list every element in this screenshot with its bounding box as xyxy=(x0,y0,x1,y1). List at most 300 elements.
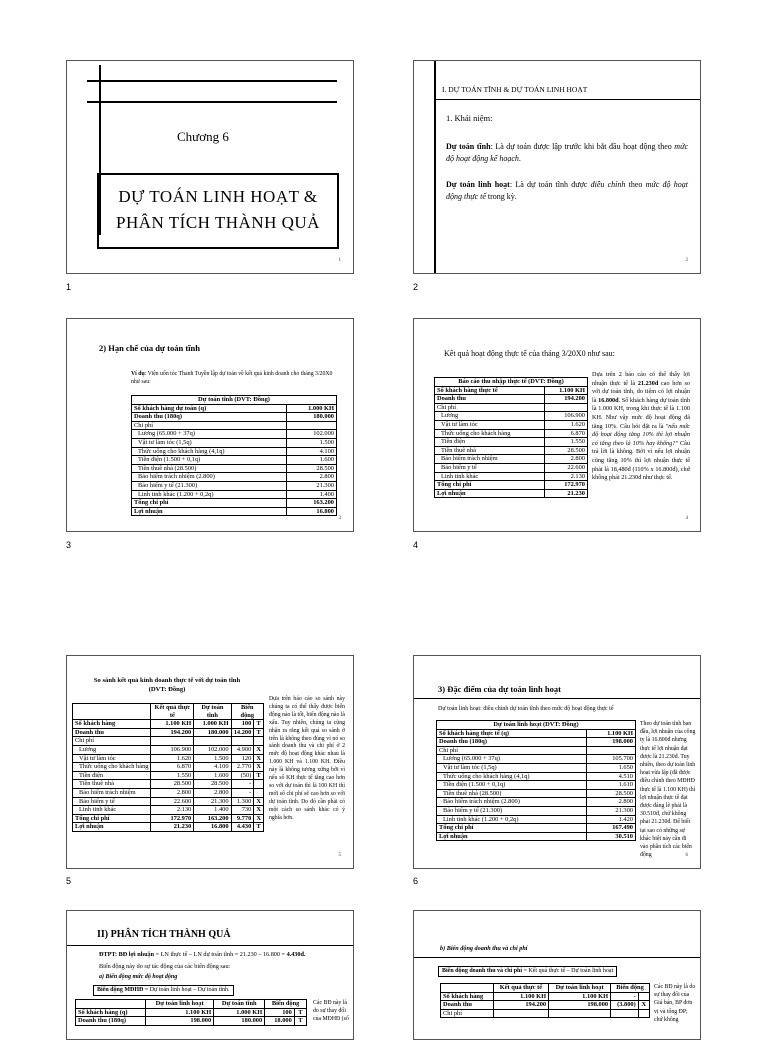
slide-6 xyxy=(413,655,701,869)
page-number: 3 xyxy=(66,540,72,550)
row-label: Linh tinh khác xyxy=(73,806,151,815)
variance-flag: X xyxy=(638,1001,649,1010)
column-header xyxy=(73,704,151,720)
column-header: Dự toán tĩnh xyxy=(194,704,231,720)
row-label: Thức uống cho khách hàng xyxy=(435,429,545,438)
comparison-table xyxy=(72,703,264,832)
variance-flag: T xyxy=(254,728,264,737)
cell-value: 22.600 xyxy=(151,797,194,806)
row-label: Bảo hiểm y tế xyxy=(435,463,545,472)
page-number: 1 xyxy=(66,282,72,292)
emphasis: điều chỉnh xyxy=(590,180,626,189)
definition-static xyxy=(446,141,688,165)
table-row xyxy=(73,806,264,815)
activity-variance-table xyxy=(75,999,307,1026)
row-value: 21.230 xyxy=(544,489,587,498)
text: cao hơn so với dự toán tĩnh, do tiệm có lợi nhuận là xyxy=(592,379,690,404)
variance-value: 4.900 xyxy=(231,745,254,754)
analysis-text: Các BĐ này là do sự thay đổi của Giá bán, BP đơn vị và tổng ĐP; chứ không xyxy=(654,984,696,1023)
row-label: Số khách hàng dự toán (q) xyxy=(132,404,287,413)
decor-vline xyxy=(434,61,436,274)
table-row xyxy=(76,1008,307,1017)
variance-value: 14.200 xyxy=(231,728,254,737)
table-row xyxy=(435,463,588,472)
row-value: 1.610 xyxy=(587,781,636,790)
text: 4.430đ. xyxy=(286,951,306,958)
variance-value: (50) xyxy=(231,771,254,780)
row-value: 1.550 xyxy=(544,438,587,447)
row-value: 194.200 xyxy=(544,395,587,404)
slide-number: 4 xyxy=(685,516,688,521)
row-label: Bảo hiểm y tế (21.300) xyxy=(437,806,587,815)
decor-line xyxy=(414,698,701,699)
slide-7 xyxy=(66,910,354,1040)
variance-flag: X xyxy=(254,763,264,772)
cell-value xyxy=(549,1009,611,1018)
row-value: 1.600 xyxy=(286,456,336,465)
row-label: Số khách hàng xyxy=(73,720,151,729)
revenue-cost-variance-table xyxy=(440,983,650,1018)
table-row xyxy=(437,763,636,772)
cell-value: 6.870 xyxy=(151,763,194,772)
row-label: Thức uống cho khách hàng xyxy=(73,763,151,772)
variance-flag xyxy=(254,788,264,797)
cell-value: 28.500 xyxy=(194,780,231,789)
row-value: 1.650 xyxy=(587,763,636,772)
subheading: 1. Khái niệm: xyxy=(446,113,493,123)
slide-title xyxy=(67,676,267,694)
row-value: 2.800 xyxy=(544,455,587,464)
row-value: 4.510 xyxy=(587,772,636,781)
title-line-2: (DVT: Đồng) xyxy=(148,686,186,693)
table-title: Dự toán linh hoạt (DVT: Đồng) xyxy=(437,721,636,730)
analysis-text: Theo dự toán tĩnh ban đầu, lợi nhuận của công ty là 16.800đ nhưng thực tế lợi nhuận đạt được là 21.230đ. Tuy nhiên, theo dự toán linh hoạt vừa lập (đã được điều chỉnh theo MĐHĐ thực tế là 1.100 KH) thì lợi nhuận thực tế đạt được đáng lẽ phải là 30.510đ, chứ không phải 21.230đ. Để biết tại sao có những sự khác biệt này cần đi vào phân tích các biến động xyxy=(640,721,696,859)
example-label: Ví dụ xyxy=(131,371,145,377)
text: : Viện uốn tóc Thanh Tuyền lập dự toán về kết quả kinh doanh cho tháng 3/20X0 như sau: xyxy=(131,371,333,385)
text: : Là dự toán được lập trước khi bắt đầu hoạt động theo xyxy=(490,142,675,151)
row-value: 106.900 xyxy=(544,412,587,421)
row-label: Tổng chi phí xyxy=(132,499,287,508)
row-label: Lợi nhuận xyxy=(437,832,587,841)
row-label: Doanh thu (180q) xyxy=(76,1017,146,1026)
cell-value: 198.000 xyxy=(146,1017,214,1026)
row-value: 28.500 xyxy=(587,789,636,798)
text: 16.800đ xyxy=(598,396,619,404)
text: : Là dự toán tĩnh được xyxy=(509,180,591,189)
cell-value: 1.500 xyxy=(194,754,231,763)
table-row xyxy=(435,420,588,429)
row-label: Lương xyxy=(73,745,151,754)
variance-value: 100 xyxy=(231,720,254,729)
section-header: I. DỰ TOÁN TĨNH & DỰ TOÁN LINH HOẠT xyxy=(442,85,588,94)
column-header: Kết quả thực tế xyxy=(493,984,548,993)
row-label: Tổng chi phí xyxy=(437,824,587,833)
row-label: Tiền thuê nhà xyxy=(435,446,545,455)
table-row xyxy=(437,789,636,798)
variance-flag: T xyxy=(254,823,264,832)
cell-value: 1.000 KH xyxy=(214,1008,265,1017)
row-value: 163.200 xyxy=(286,499,336,508)
page-number: 4 xyxy=(413,540,419,550)
table-row xyxy=(73,763,264,772)
cell-value: 2.130 xyxy=(151,806,194,815)
text: Dựa trên 2 báo cáo có thể thấy lợi nhuận thực tế là xyxy=(592,371,690,387)
row-label: Tiền điện xyxy=(73,771,151,780)
variance-value: (3.800) xyxy=(611,1001,639,1010)
table-title: Dự toán tĩnh (DVT: Đồng) xyxy=(132,396,337,405)
row-label: Chi phí xyxy=(435,403,545,412)
analysis-text: Dựa trên báo cáo so sánh này chúng ta có thể thấy được biến động nào là tốt, biến động nào là xấu. Tuy nhiên, chúng ta cũng nhận ra rằng kết quả so sánh ở trên là không theo đúng vì nó so sánh doanh thu và chi phí ở 2 mức độ hoạt động khác nhau là 1.000 KH và 1.100 KH. Điều này là không tương xứng bởi vì nếu số KH thực tế tăng cao hơn so với dự toán thì là 100 KH thì mới số chi phí sẽ cao hơn so với dự toán tĩnh. Do đó cần phải có một cách so sánh khác có ý nghĩa hơn. xyxy=(269,696,345,821)
slide-5 xyxy=(66,655,354,869)
table-row xyxy=(132,438,337,447)
cell-value: 1.620 xyxy=(151,754,194,763)
row-label: Lương (65.000 + 37q) xyxy=(132,430,287,439)
row-label: Doanh thu xyxy=(73,728,151,737)
row-value: 16.800 xyxy=(286,507,336,516)
variance-flag xyxy=(638,1009,649,1018)
cell-value xyxy=(194,737,231,746)
table-row xyxy=(73,771,264,780)
slide-heading: 2) Hạn chế của dự toán tĩnh xyxy=(99,343,200,353)
subheading: a) Biến động mức độ hoạt động xyxy=(99,974,178,980)
variance-flag: T xyxy=(254,771,264,780)
row-label: Tổng chi phí xyxy=(435,481,545,490)
slide-heading: Kết quả hoạt động thực tế của tháng 3/20X0 như sau: xyxy=(444,349,615,358)
cell-value: 1.600 xyxy=(194,771,231,780)
cell-value: 194.200 xyxy=(151,728,194,737)
row-label: Lợi nhuận xyxy=(435,489,545,498)
row-label: Linh tinh khác (1.200 + 0,2q) xyxy=(437,815,587,824)
slide-heading: b) Biến động doanh thu và chi phí xyxy=(440,945,528,952)
variance-flag: T xyxy=(254,720,264,729)
cell-value: 106.900 xyxy=(151,745,194,754)
term: Dự toán linh hoạt xyxy=(446,180,510,189)
column-header xyxy=(441,984,494,993)
variance-value: - xyxy=(231,788,254,797)
static-budget-table xyxy=(131,395,337,516)
table-row xyxy=(132,481,337,490)
table-row xyxy=(435,472,588,481)
text: 21.230đ xyxy=(637,379,659,387)
row-label: Tiền điện xyxy=(435,438,545,447)
table-row xyxy=(435,429,588,438)
table-row xyxy=(437,729,636,738)
table-row xyxy=(132,447,337,456)
row-value: 21.300 xyxy=(587,806,636,815)
table-row xyxy=(132,421,337,430)
row-value: 198.000 xyxy=(587,738,636,747)
slide-number: 3 xyxy=(338,516,341,521)
cell-value: 21.300 xyxy=(194,797,231,806)
analysis-text xyxy=(592,371,690,483)
row-label: Lợi nhuận xyxy=(73,823,151,832)
cell-value: 21.230 xyxy=(151,823,194,832)
row-value: 1.400 xyxy=(286,490,336,499)
row-value: 28.500 xyxy=(286,464,336,473)
row-value: 1.500 xyxy=(286,438,336,447)
row-label: Lương xyxy=(435,412,545,421)
table-row xyxy=(437,806,636,815)
row-value: 22.600 xyxy=(544,463,587,472)
row-value: 1.000 KH xyxy=(286,404,336,413)
row-label: Bảo hiểm y tế (21.300) xyxy=(132,481,287,490)
table-row xyxy=(437,815,636,824)
cell-value: 194.200 xyxy=(493,1001,548,1010)
title-line-2: PHÂN TÍCH THÀNH QUẢ xyxy=(116,213,320,232)
row-label: Linh tinh khác xyxy=(435,472,545,481)
table-row xyxy=(435,446,588,455)
table-row xyxy=(132,413,337,422)
table-row xyxy=(132,499,337,508)
chapter-label: Chương 6 xyxy=(177,129,229,144)
profit-variance-line xyxy=(99,951,305,958)
intro-text: Dự toán linh hoạt: điều chỉnh dự toán tĩnh theo mức độ hoạt động thực tế xyxy=(438,706,614,712)
row-label: Bảo hiểm trách nhiệm xyxy=(73,788,151,797)
cell-value: 180.000 xyxy=(214,1017,265,1026)
variance-flag xyxy=(254,780,264,789)
variance-value: 9.770 xyxy=(231,814,254,823)
cell-value: 1.400 xyxy=(194,806,231,815)
row-label: Vật tư làm tóc (1,5q) xyxy=(132,438,287,447)
cell-value: 180.000 xyxy=(194,728,231,737)
row-value xyxy=(587,746,636,755)
column-header xyxy=(76,1000,146,1009)
table-row xyxy=(435,489,588,498)
row-label: Vật tư làm tóc (1,5q) xyxy=(437,763,587,772)
table-row xyxy=(435,395,588,404)
row-label: Linh tinh khác (1.200 + 0,2q) xyxy=(132,490,287,499)
table-row xyxy=(437,781,636,790)
cell-value: 2.800 xyxy=(194,788,231,797)
slide-8 xyxy=(413,910,701,1040)
row-label: Thức uống cho khách hàng (4,1q) xyxy=(132,447,287,456)
row-label: Thức uống cho khách hàng (4,1q) xyxy=(437,772,587,781)
cell-value: 1.100 KH xyxy=(151,720,194,729)
variance-value: 120 xyxy=(231,754,254,763)
table-row xyxy=(73,728,264,737)
slide-number: 2 xyxy=(685,258,688,263)
variance-flag xyxy=(638,992,649,1001)
text: Câu trả lời là không. Bởi vì nếu lợi nhuận cũng tăng 10% thì lợi nhuận thực tế phải là 18,480đ (110% x 16.800đ), chứ không phải 21.230đ như thực tế. xyxy=(592,439,690,482)
formula-box xyxy=(438,966,617,977)
row-value: 28.500 xyxy=(544,446,587,455)
actual-income-table xyxy=(434,377,588,498)
decor-line xyxy=(414,957,701,958)
table-row xyxy=(437,832,636,841)
cell-value: 1.100 KH xyxy=(146,1008,214,1017)
table-row xyxy=(73,780,264,789)
variance-value: - xyxy=(611,992,639,1001)
variance-value xyxy=(611,1009,639,1018)
table-row xyxy=(437,798,636,807)
page-number: 5 xyxy=(66,876,72,886)
row-value: 1.620 xyxy=(544,420,587,429)
row-label: Chi phí xyxy=(441,1009,494,1018)
variance-value xyxy=(231,737,254,746)
slide-3 xyxy=(66,318,354,532)
table-row xyxy=(132,464,337,473)
cell-value: 163.200 xyxy=(194,814,231,823)
variance-flag: X xyxy=(254,814,264,823)
table-row xyxy=(437,824,636,833)
slide-1 xyxy=(66,60,354,274)
cell-value: 172.970 xyxy=(151,814,194,823)
text: = LN thực tế – LN dự toán tĩnh = 21.230 – 16.800 = xyxy=(154,951,287,958)
column-header: Dự toán tĩnh xyxy=(214,1000,265,1009)
table-row xyxy=(73,720,264,729)
row-label: Tổng chi phí xyxy=(73,814,151,823)
table-row xyxy=(73,754,264,763)
example-text xyxy=(131,371,341,386)
variance-value: 1.300 xyxy=(231,797,254,806)
variance-value: - xyxy=(231,780,254,789)
row-value: 1.100 KH xyxy=(587,729,636,738)
slide-number: 1 xyxy=(338,258,341,263)
formula-box xyxy=(93,985,234,996)
cell-value: 1.100 KH xyxy=(549,992,611,1001)
cell-value: 1.550 xyxy=(151,771,194,780)
table-row xyxy=(435,481,588,490)
slide-2 xyxy=(413,60,701,274)
slide-heading: 3) Đặc điểm của dự toán linh hoạt xyxy=(438,684,561,694)
cell-value: 1.100 KH xyxy=(493,992,548,1001)
page-number: 6 xyxy=(413,876,419,886)
row-label: Doanh thu xyxy=(441,1001,494,1010)
row-label: Doanh thu (180q) xyxy=(132,413,287,422)
table-row xyxy=(435,386,588,395)
table-row xyxy=(73,745,264,754)
text: = Dự toán linh hoạt – Dự toán tĩnh. xyxy=(143,987,230,993)
explain-line: Biến động này do sự tác động của các biến động sau: xyxy=(99,963,231,970)
row-label: Vật tư làm tóc xyxy=(73,754,151,763)
definition-flexible xyxy=(446,179,688,203)
row-label: Bảo hiểm trách nhiệm (2.800) xyxy=(132,473,287,482)
row-value: 2.800 xyxy=(587,798,636,807)
table-row xyxy=(441,1009,650,1018)
row-value: 30.510 xyxy=(587,832,636,841)
variance-flag: X xyxy=(254,745,264,754)
table-row xyxy=(435,455,588,464)
table-row xyxy=(132,490,337,499)
cell-value: 28.500 xyxy=(151,780,194,789)
row-value: 172.970 xyxy=(544,481,587,490)
cell-value: 1.000 KH xyxy=(194,720,231,729)
emphasis: mức độ hoạt động thực tế xyxy=(446,180,689,201)
cell-value xyxy=(151,737,194,746)
decor-line xyxy=(87,101,337,103)
table-row xyxy=(73,737,264,746)
flexible-budget-table xyxy=(436,720,636,841)
table-row xyxy=(441,1001,650,1010)
row-value: 180.000 xyxy=(286,413,336,422)
row-label: Vật tư làm tóc xyxy=(435,420,545,429)
cell-value: 198.000 xyxy=(549,1001,611,1010)
text: theo xyxy=(625,180,646,189)
variance-value: 18.000 xyxy=(265,1017,295,1026)
row-value: 1.100 KH xyxy=(544,386,587,395)
table-row xyxy=(437,746,636,755)
slide-number: 5 xyxy=(338,853,341,858)
row-label: Số khách hàng thực tế xyxy=(435,386,545,395)
row-value: 2.800 xyxy=(286,473,336,482)
column-header: Dự toán linh hoạt xyxy=(146,1000,214,1009)
table-row xyxy=(73,814,264,823)
row-label: Bảo hiểm trách nhiệm xyxy=(435,455,545,464)
title-line-1: So sánh kết quả kinh doanh thực tế với dự toán tĩnh xyxy=(93,677,241,684)
variance-value: 4.430 xyxy=(231,823,254,832)
table-row xyxy=(73,823,264,832)
cell-value: 4.100 xyxy=(194,763,231,772)
table-row xyxy=(73,797,264,806)
row-label: Bảo hiểm y tế xyxy=(73,797,151,806)
text: = Kết quả thực tế – Dự toán linh hoạt xyxy=(522,968,614,974)
table-row xyxy=(435,438,588,447)
row-value xyxy=(286,421,336,430)
text: Biến động doanh thu và chi phí xyxy=(442,968,523,974)
table-row xyxy=(437,772,636,781)
slide-heading: II) PHÂN TÍCH THÀNH QUẢ xyxy=(97,929,231,940)
cell-value: 2.800 xyxy=(151,788,194,797)
row-label: Lương (65.000 + 37q) xyxy=(437,755,587,764)
row-label: Tiền thuê nhà (28.500) xyxy=(132,464,287,473)
row-value: 2.130 xyxy=(544,472,587,481)
cell-value: 102.000 xyxy=(194,745,231,754)
table-title: Báo cáo thu nhập thực tế (DVT: Đồng) xyxy=(435,378,588,387)
emphasis: mức độ hoạt động kế hoạch xyxy=(446,142,688,163)
row-value: 6.870 xyxy=(544,429,587,438)
variance-flag: T xyxy=(294,1008,306,1017)
cell-value xyxy=(493,1009,548,1018)
variance-value: 2.770 xyxy=(231,763,254,772)
column-header: Biến động xyxy=(611,984,650,993)
variance-flag: X xyxy=(254,797,264,806)
row-label: Tiền thuê nhà xyxy=(73,780,151,789)
table-row xyxy=(435,412,588,421)
variance-flag xyxy=(254,737,264,746)
column-header: Biến động xyxy=(265,1000,307,1009)
analysis-text: Các BĐ này là do sự thay đổi của MĐHĐ (số xyxy=(313,1000,349,1023)
row-value: 21.300 xyxy=(286,481,336,490)
variance-flag: T xyxy=(294,1017,306,1026)
table-row xyxy=(132,456,337,465)
row-label: Lợi nhuận xyxy=(132,507,287,516)
text: trong kỳ. xyxy=(485,192,517,201)
variance-value: 730 xyxy=(231,806,254,815)
row-label: Chi phí xyxy=(132,421,287,430)
row-label: Số khách hàng thực tế (q) xyxy=(437,729,587,738)
decor-line xyxy=(67,945,354,946)
variance-flag: X xyxy=(254,754,264,763)
page-number: 2 xyxy=(413,282,419,292)
table-row xyxy=(132,473,337,482)
row-label: Số khách hàng xyxy=(441,992,494,1001)
column-header: Dự toán linh hoạt xyxy=(549,984,611,993)
row-label: Doanh thu xyxy=(435,395,545,404)
row-value: 1.420 xyxy=(587,815,636,824)
text: . Số khách hàng dự toán tĩnh là 1.000 KH, trong khi thực tế là 1.100 KH. Như vậy mức độ hoạt động đã tăng 10%. Câu hỏi đặt ra là xyxy=(592,396,691,430)
decor-line xyxy=(87,80,337,82)
decor-line xyxy=(436,99,701,100)
column-header: Biến động xyxy=(231,704,263,720)
term: Dự toán tĩnh xyxy=(446,142,491,151)
variance-flag: X xyxy=(254,806,264,815)
row-label: Số khách hàng (q) xyxy=(76,1008,146,1017)
row-value: 105.700 xyxy=(587,755,636,764)
table-row xyxy=(437,738,636,747)
slide-4 xyxy=(413,318,701,532)
table-row xyxy=(73,788,264,797)
row-label: Tiền điện (1.500 + 0,1q) xyxy=(132,456,287,465)
